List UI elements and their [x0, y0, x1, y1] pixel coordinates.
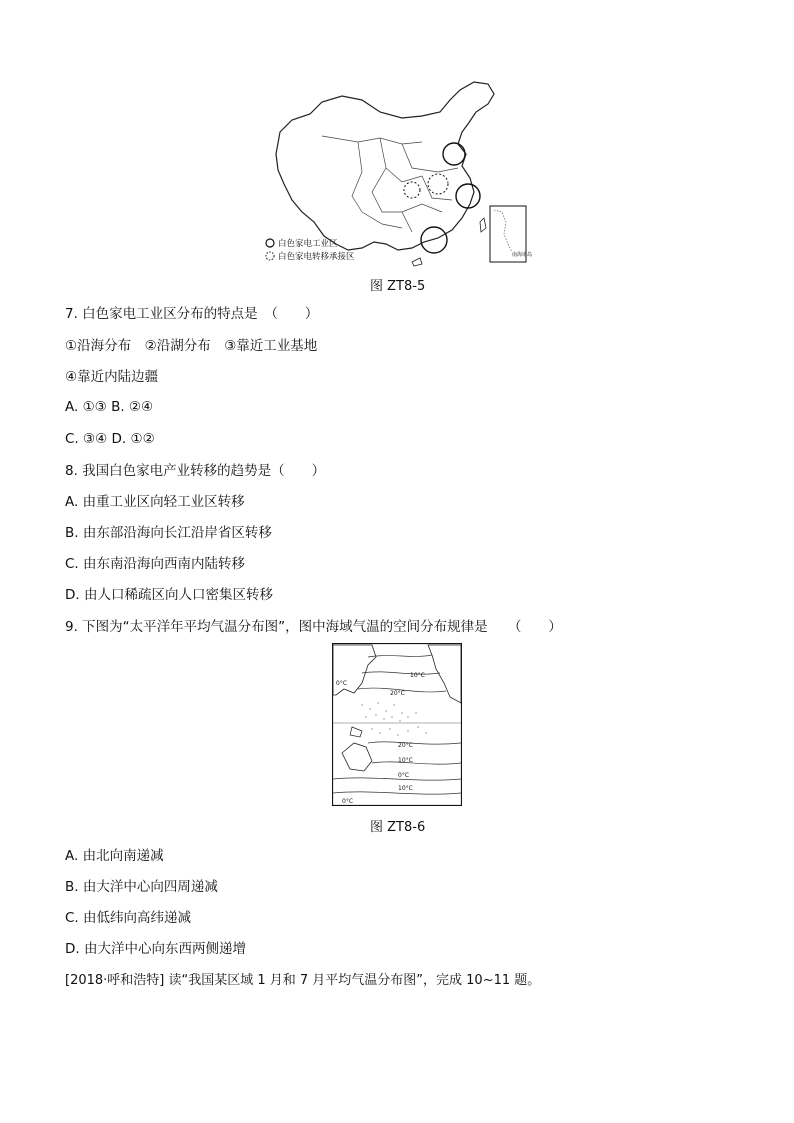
isotherm-label-4: 20°C	[398, 742, 413, 749]
q7-options-2: C. ③④ D. ①②	[65, 431, 155, 447]
isotherm-label-2: 10°C	[410, 672, 425, 679]
figure2-caption: 图 ZT8-6	[370, 820, 426, 835]
isotherm-label-8: 0°C	[342, 798, 354, 805]
q9-stem: 9. 下图为“太平洋年平均气温分布图”，图中海域气温的空间分布规律是 （ ）	[65, 619, 562, 635]
q8-option-c: C. 由东南沿海向西南内陆转移	[65, 556, 246, 572]
isotherm-label-5: 10°C	[398, 757, 413, 764]
q7-statements-2: ④靠近内陆边疆	[65, 369, 159, 385]
q8-option-d: D. 由人口稀疏区向人口密集区转移	[65, 587, 273, 603]
legend-industry-label: 白色家电工业区	[278, 239, 338, 249]
transfer-circle-1	[428, 174, 448, 194]
legend-transfer-label: 白色家电转移承接区	[278, 252, 355, 262]
isotherm-label-1: 0°C	[336, 680, 348, 687]
pacific-map-svg	[332, 643, 462, 806]
inset-label: 南海诸岛	[512, 252, 533, 258]
isotherm-label-3: 20°C	[390, 690, 405, 697]
figure-china-map	[262, 72, 534, 268]
industry-circle-south	[421, 227, 447, 253]
isotherm-label-6: 0°C	[398, 772, 410, 779]
figure-pacific-map	[332, 643, 462, 806]
q7-stem: 7. 白色家电工业区分布的特点是 （ ）	[65, 306, 319, 322]
industry-circle-east	[456, 184, 480, 208]
transfer-circle-2	[404, 182, 420, 198]
q9-option-d: D. 由大洋中心向东西两侧递增	[65, 941, 246, 957]
q8-option-a: A. 由重工业区向轻工业区转移	[65, 494, 245, 510]
q7-statements-1: ①沿海分布 ②沿湖分布 ③靠近工业基地	[65, 338, 318, 354]
next-questions-intro: [2018·呼和浩特] 读“我国某区域 1 月和 7 月平均气温分布图”，完成 10~11 题。	[65, 973, 541, 988]
q8-option-b: B. 由东部沿海向长江沿岸省区转移	[65, 525, 272, 541]
q7-options-1: A. ①③ B. ②④	[65, 399, 154, 415]
q8-stem: 8. 我国白色家电产业转移的趋势是（ ）	[65, 463, 326, 479]
q9-option-a: A. 由北向南递减	[65, 848, 164, 864]
industry-circle-north	[443, 143, 465, 165]
figure1-caption: 图 ZT8-5	[370, 279, 426, 294]
q9-option-c: C. 由低纬向高纬递减	[65, 910, 192, 926]
china-map-svg	[262, 72, 534, 268]
q9-option-b: B. 由大洋中心向四周递减	[65, 879, 218, 895]
isotherm-label-7: 10°C	[398, 785, 413, 792]
